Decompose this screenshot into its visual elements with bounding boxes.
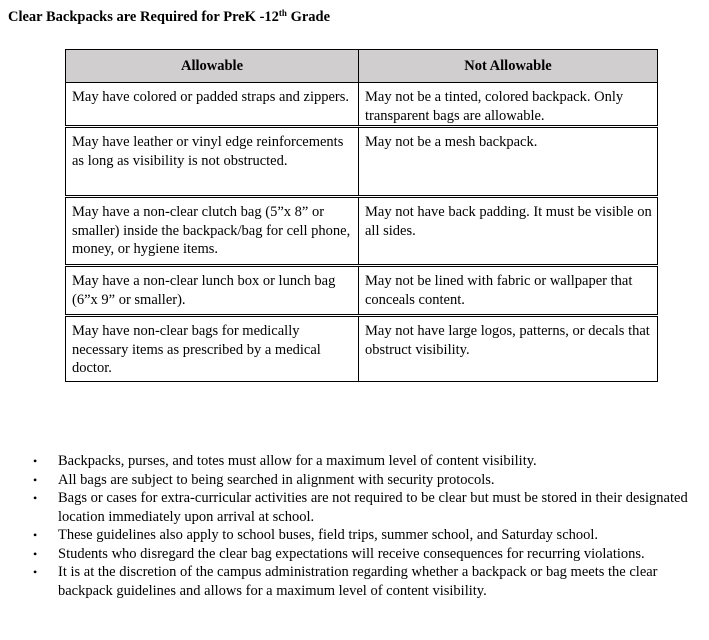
column-header-not-allowable: Not Allowable bbox=[359, 50, 658, 83]
list-item-text: Students who disregard the clear bag expectations will receive consequences for recurring violations. bbox=[58, 545, 645, 562]
guidelines-bullet-list bbox=[30, 452, 690, 600]
list-item-text: All bags are subject to being searched in alignment with security protocols. bbox=[58, 471, 495, 488]
bullet-icon: • bbox=[33, 454, 38, 468]
bullet-icon: • bbox=[33, 528, 38, 542]
allowable-cell: May have colored or padded straps and zippers. bbox=[66, 83, 359, 127]
document-title-text: Clear Backpacks are Required for PreK -12 bbox=[8, 9, 279, 25]
column-header-allowable: Allowable bbox=[66, 50, 359, 83]
bullet-icon: • bbox=[33, 565, 38, 579]
list-item bbox=[30, 489, 690, 526]
not-allowable-cell: May not be a tinted, colored backpack. Only transparent bags are allowable. bbox=[359, 83, 658, 127]
allowable-cell: May have non-clear bags for medically necessary items as prescribed by a medical doctor. bbox=[66, 316, 359, 382]
bullet-icon: • bbox=[33, 472, 38, 487]
not-allowable-cell: May not have large logos, patterns, or decals that obstruct visibility. bbox=[359, 316, 658, 382]
list-item-text: Backpacks, purses, and totes must allow for a maximum level of content visibility. bbox=[58, 453, 537, 469]
bullet-icon: • bbox=[33, 491, 38, 505]
table-row bbox=[66, 316, 658, 382]
list-item bbox=[30, 471, 690, 490]
list-item-text: These guidelines also apply to school buses, field trips, summer school, and Saturday school. bbox=[58, 527, 599, 543]
allowable-cell: May have a non-clear lunch box or lunch bag (6”x 9” or smaller). bbox=[66, 266, 359, 316]
allowable-cell: May have leather or vinyl edge reinforcements as long as visibility is not obstructed. bbox=[66, 127, 359, 197]
not-allowable-cell: May not have back padding. It must be visible on all sides. bbox=[359, 197, 658, 266]
allowable-cell: May have a non-clear clutch bag (5”x 8” or smaller) inside the backpack/bag for cell phone, money, or hygiene items. bbox=[66, 197, 359, 266]
table-row bbox=[66, 83, 658, 127]
list-item bbox=[30, 545, 690, 564]
table-header-row bbox=[66, 50, 658, 83]
table-row bbox=[66, 127, 658, 197]
document-title-superscript: th bbox=[278, 8, 287, 18]
list-item bbox=[30, 563, 690, 600]
backpack-rules-table bbox=[65, 49, 658, 382]
list-item-text: Bags or cases for extra-curricular activities are not required to be clear but must be stored in their designated location immediately upon arrival at school. bbox=[58, 490, 688, 525]
list-item bbox=[30, 526, 690, 545]
document-title bbox=[8, 9, 330, 26]
table-row bbox=[66, 266, 658, 316]
not-allowable-cell: May not be a mesh backpack. bbox=[359, 127, 658, 197]
not-allowable-cell: May not be lined with fabric or wallpaper that conceals content. bbox=[359, 266, 658, 316]
document-title-end: Grade bbox=[286, 9, 331, 25]
table-row bbox=[66, 197, 658, 266]
bullet-icon: • bbox=[33, 546, 38, 561]
list-item bbox=[30, 452, 690, 471]
list-item-text: It is at the discretion of the campus administration regarding whether a backpack or bag meets the clear backpack guidelines and allows for a maximum level of content visibility. bbox=[58, 564, 658, 599]
